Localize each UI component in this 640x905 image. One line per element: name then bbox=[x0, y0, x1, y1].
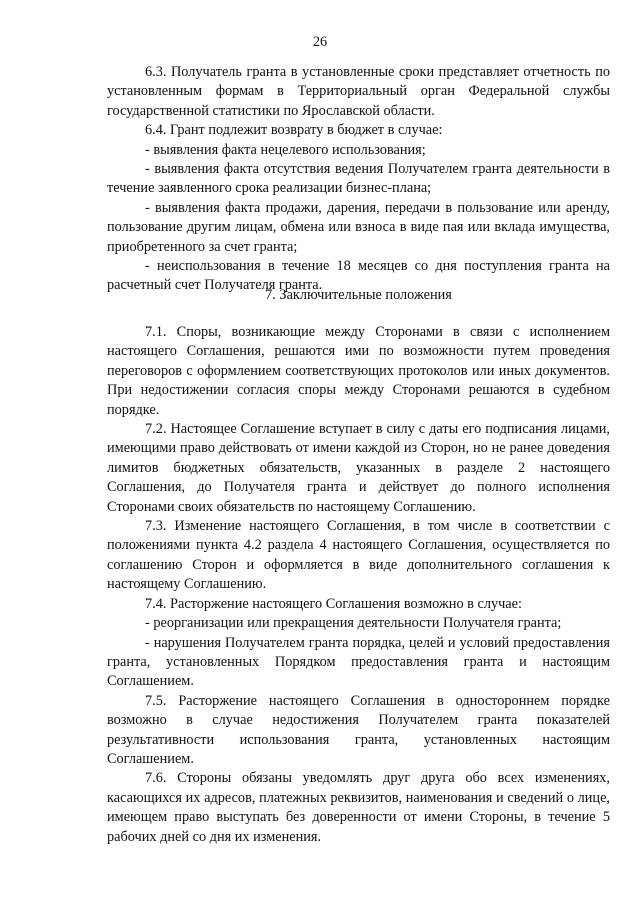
paragraph-7-4: 7.4. Расторжение настоящего Соглашения возможно в случае: bbox=[145, 595, 522, 612]
paragraph-7-6: 7.6. Стороны обязаны уведомлять друг друга обо всех изменениях, касающихся их адресов, платежных реквизитов, наименования и сведений о лице, имеющем право выступать без доверенности от имени Стороны, в течение 5 рабочих дней со дня их изменения. bbox=[107, 770, 610, 845]
paragraph-7-5: 7.5. Расторжение настоящего Соглашения в одностороннем порядке возможно в случае недостижения Получателем гранта показателей результативности использования гранта, установленных настоящим Соглашением. bbox=[107, 692, 610, 767]
paragraph-7-1: 7.1. Споры, возникающие между Сторонами в связи с исполнением настоящего Соглашения, решаются ими по возможности путем проведения переговоров с оформлением соответствующих протоколов или иных документов. При недостижении согласия споры между Сторонами решаются в судебном порядке. bbox=[107, 324, 610, 418]
paragraph-7-3: 7.3. Изменение настоящего Соглашения, в том числе в соответствии с положениями пункта 4.2 раздела 4 настоящего Соглашения, осуществляется по соглашению Сторон и оформляется в виде дополнительного соглашения к настоящему Соглашению. bbox=[107, 518, 610, 593]
list-item: - выявления факта отсутствия ведения Получателем гранта деятельности в течение заявленного срока реализации бизнес-плана; bbox=[107, 161, 610, 197]
section-7-text bbox=[107, 323, 610, 847]
list-item: - нарушения Получателем гранта порядка, целей и условий предоставления гранта, установленных Порядком предоставления гранта и настоящим Соглашением. bbox=[107, 634, 610, 690]
paragraph-6-3: 6.3. Получатель гранта в установленные сроки представляет отчетность по установленным формам в Территориальный орган Федеральной службы государственной статистики по Ярославской области. bbox=[107, 64, 610, 119]
list-item: - реорганизации или прекращения деятельности Получателя гранта; bbox=[145, 615, 562, 632]
paragraph-6-4: 6.4. Грант подлежит возврату в бюджет в случае: bbox=[145, 122, 443, 139]
section-heading: 7. Заключительные положения bbox=[265, 287, 452, 303]
list-item: - выявления факта продажи, дарения, передачи в пользование или аренду, пользование другим лицам, обмена или взноса в виде пая или вклада имущества, приобретенного за счет гранта; bbox=[107, 199, 610, 255]
list-item: - выявления факта нецелевого использования; bbox=[145, 141, 426, 158]
page-number: 26 bbox=[312, 34, 328, 50]
section-7-heading-wrap bbox=[107, 286, 610, 305]
list-item: - неиспользования в течение 18 месяцев со дня поступления гранта на расчетный счет Получателя гранта. bbox=[107, 258, 610, 294]
paragraph-7-2: 7.2. Настоящее Соглашение вступает в силу с даты его подписания лицами, имеющими право действовать от имени каждой из Сторон, но не ранее доведения лимитов бюджетных обязательств, указанных в разделе 2 настоящего Соглашения, до Получателя гранта и действует до полного исполнения Сторонами своих обязательств по настоящему Соглашению. bbox=[107, 421, 610, 515]
section-6-text bbox=[107, 63, 610, 296]
